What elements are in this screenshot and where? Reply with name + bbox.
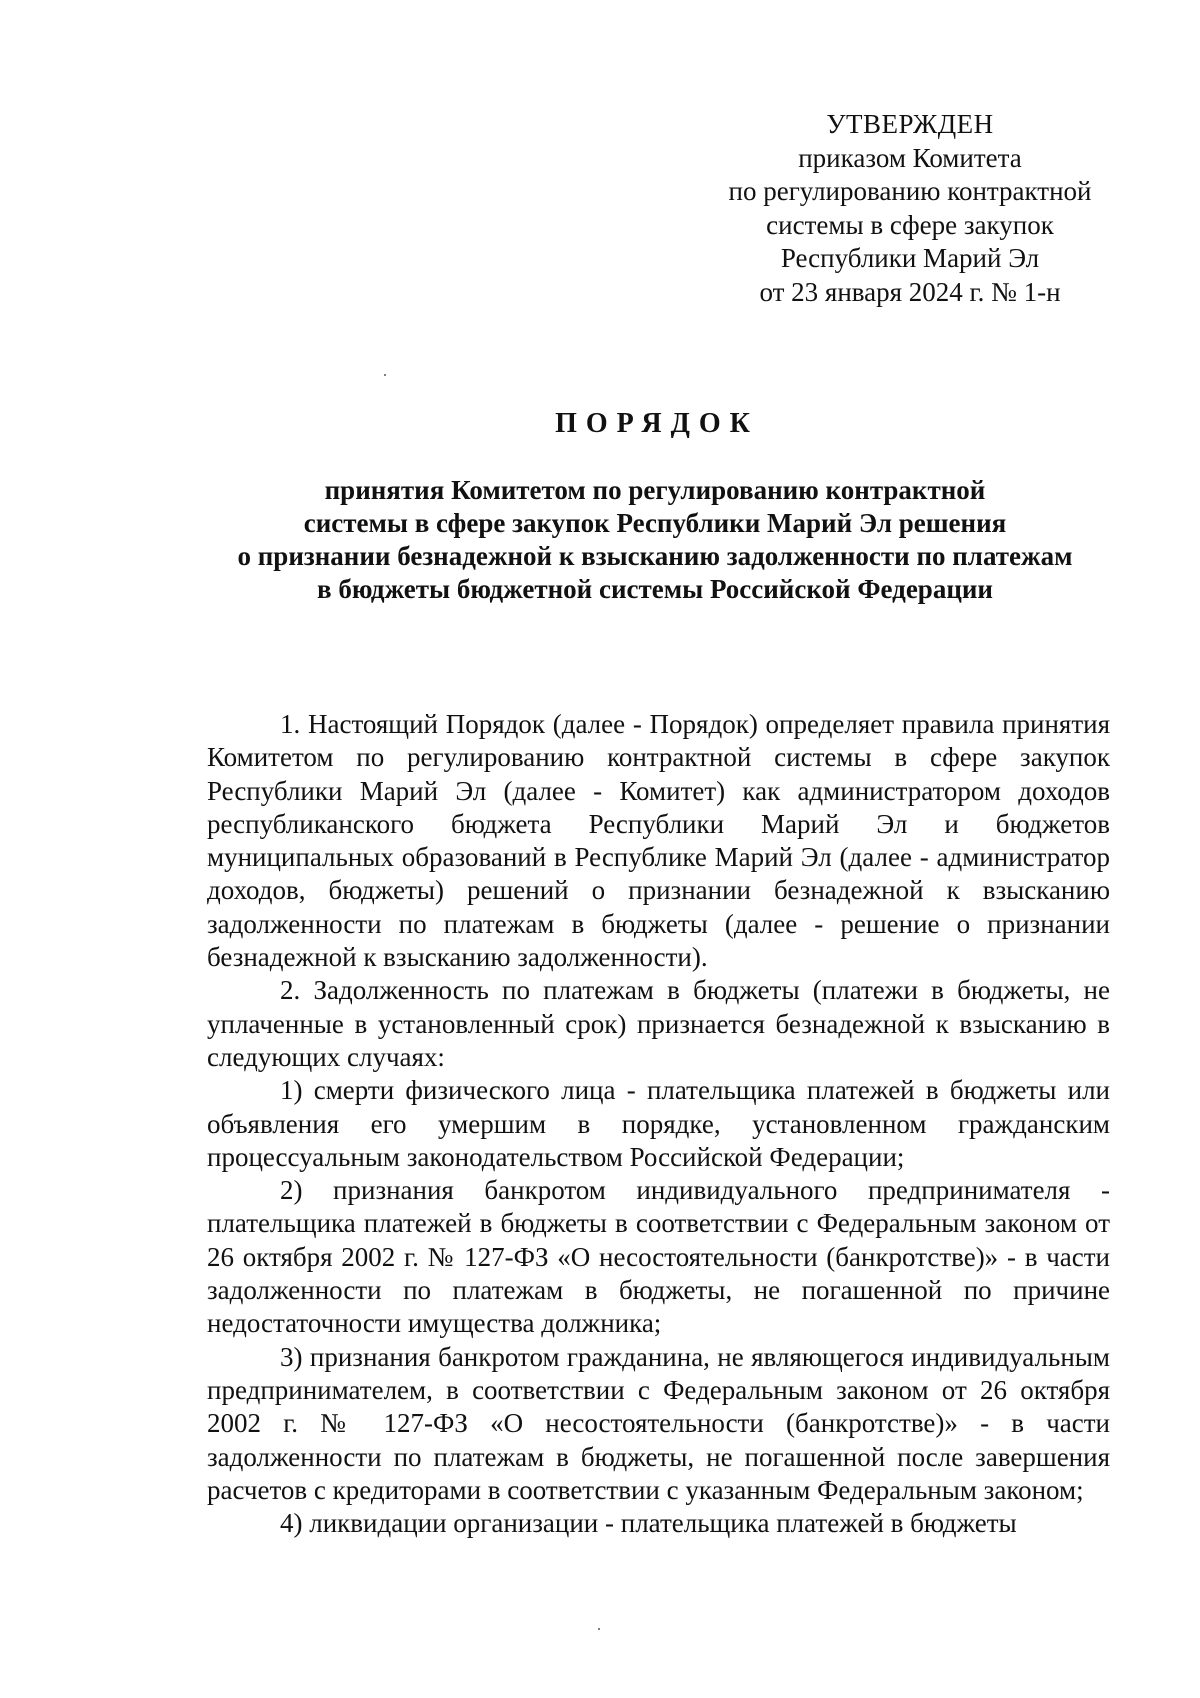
approval-date-line: от 23 января 2024 г. № 1-н (759, 276, 1061, 307)
approval-line: по регулированию контрактной (728, 176, 1092, 206)
subtitle-line: в бюджеты бюджетной системы Российской Федерации (317, 574, 993, 604)
subtitle-line: принятия Комитетом по регулированию контрактной (324, 475, 986, 505)
approval-line: Республики Марий Эл (780, 243, 1040, 273)
approval-line: приказом Комитета (798, 142, 1022, 173)
scan-speck (598, 1628, 600, 1630)
paragraph-2-item-2: 2) признания банкротом индивидуального предпринимателя - плательщика платежей в бюджеты в соответствии с Федеральным законом от 26 октября 2002 г. № 127-ФЗ «О несостоятельности (банкротстве)» - в части задолженности по платежам в бюджеты, не погашенной по причине недостаточности имущества должника; (207, 1175, 1110, 1339)
approval-line: системы в сфере закупок (766, 209, 1054, 240)
subtitle-line: системы в сфере закупок Республики Марий Эл решения (303, 508, 1007, 538)
paragraph-2-item-1: 1) смерти физического лица - плательщика платежей в бюджеты или объявления его умершим в порядке, установленном гражданским процессуальным законодательством Российской Федерации; (207, 1075, 1110, 1172)
document-title: ПОРЯДОК (555, 408, 759, 439)
scan-speck (384, 374, 386, 376)
paragraph-2-item-4: 4) ликвидации организации - плательщика платежей в бюджеты (280, 1508, 1017, 1539)
paragraph-2: 2. Задолженность по платежам в бюджеты (платежи в бюджеты, не уплаченные в установленный срок) признается безнадежной к взысканию в следующих случаях: (207, 975, 1110, 1072)
document-subtitle (200, 474, 1110, 606)
approval-stamp (690, 108, 1130, 309)
paragraph-1: 1. Настоящий Порядок (далее - Порядок) определяет правила принятия Комитетом по регулированию контрактной системы в сфере закупок Республики Марий Эл (далее - Комитет) как администратором доходов республиканского бюджета Республики Марий Эл и бюджетов муниципальных образований в Республике Марий Эл (далее - администратор доходов, бюджеты) решений о признании безнадежной к взысканию задолженности по платежам в бюджеты (далее - решение о признании безнадежной к взысканию задолженности). (207, 709, 1110, 973)
paragraph-2-item-3: 3) признания банкротом гражданина, не являющегося индивидуальным предпринимателем, в соответствии с Федеральным законом от 26 октября 2002 г. № 127-ФЗ «О несостоятельности (банкротстве)» - в части задолженности по платежам в бюджеты, не погашенной после завершения расчетов с кредиторами в соответствии с указанным Федеральным законом; (207, 1341, 1110, 1505)
subtitle-line: о признании безнадежной к взысканию задолженности по платежам (237, 541, 1073, 571)
approval-heading: УТВЕРЖДЕН (826, 109, 994, 139)
document-body (207, 708, 1110, 1540)
